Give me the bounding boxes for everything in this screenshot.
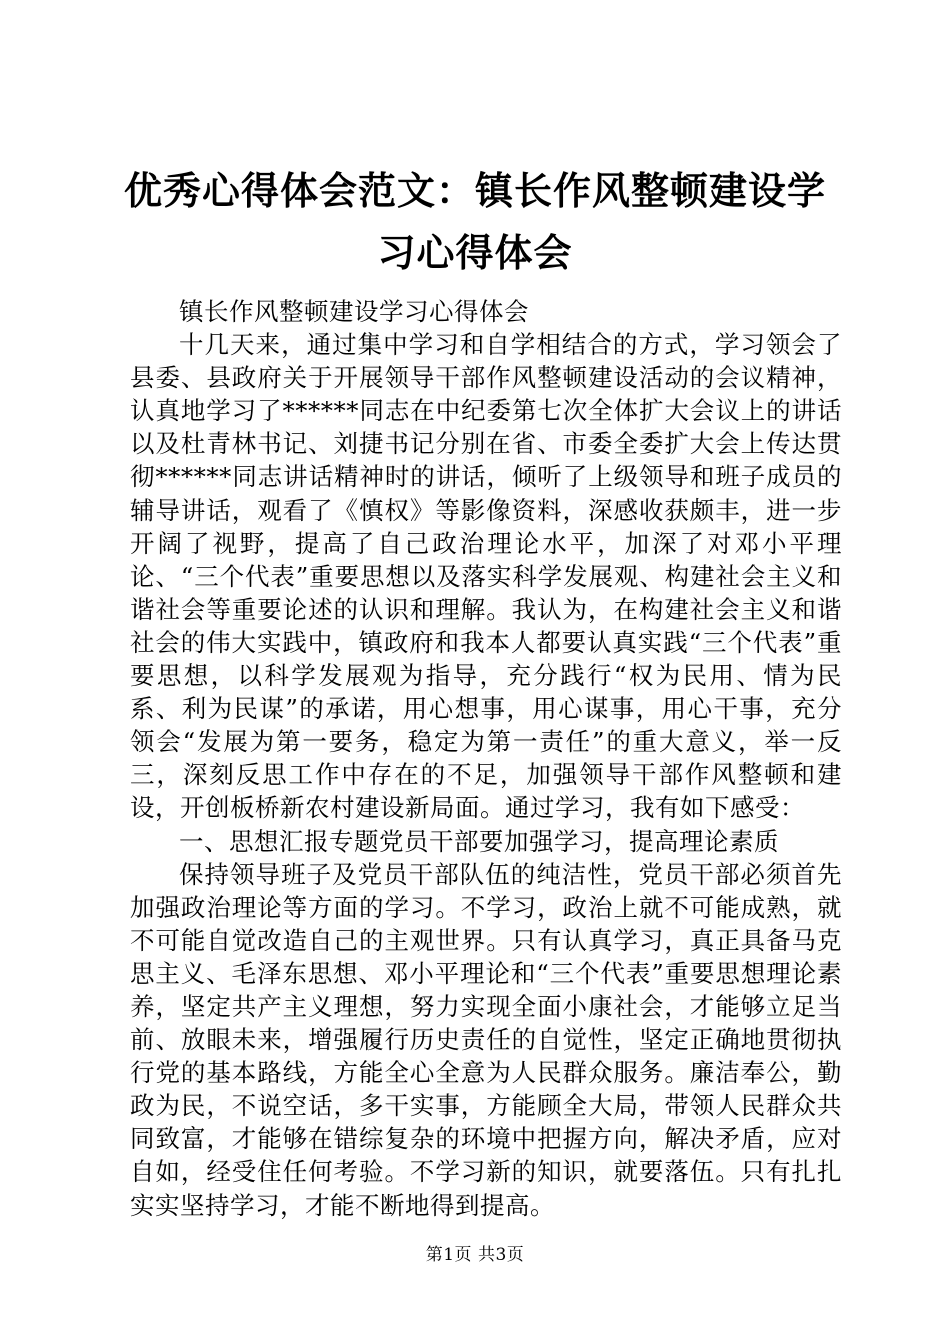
paragraph-subtitle: 镇长作风整顿建设学习心得体会 bbox=[179, 297, 529, 326]
document-body bbox=[130, 295, 842, 1222]
paragraph-section-1: 保持领导班子及党员干部队伍的纯洁性，党员干部必须首先加强政治理论等方面的学习。不学习，政治上就不可能成熟，就不可能自觉改造自己的主观世界。只有认真学习，真正具备马克思主义、毛泽东思想、邓小平理论和“三个代表”重要思想理论素养，坚定共产主义理想，努力实现全面小康社会，才能够立足当前、放眼未来，增强履行历史责任的自觉性，坚定正确地贯彻执行党的基本路线，方能全心全意为人民群众服务。廉洁奉公，勤政为民，不说空话，多干实事，方能顾全大局，带领人民群众共同致富，才能够在错综复杂的环境中把握方向，解决矛盾，应对自如，经受住任何考验。不学习新的知识，就要落伍。只有扎扎实实坚持学习，才能不断地得到提高。 bbox=[130, 859, 842, 1220]
section-heading-1: 一、思想汇报专题党员干部要加强学习，提高理论素质 bbox=[179, 826, 779, 856]
paragraph-intro: 十几天来，通过集中学习和自学相结合的方式，学习领会了县委、县政府关于开展领导干部作风整顿建设活动的会议精神，认真地学习了******同志在中纪委第七次全体扩大会议上的讲话以及杜青林书记、刘捷书记分别在省、市委全委扩大会上传达贯彻******同志讲话精神时的讲话，倾听了上级领导和班子成员的辅导讲话，观看了《慎权》等影像资料，深感收获颇丰，进一步开阔了视野，提高了自己政治理论水平，加深了对邓小平理论、“三个代表”重要思想以及落实科学发展观、构建社会主义和谐社会等重要论述的认识和理解。我认为，在构建社会主义和谐社会的伟大实践中，镇政府和我本人都要认真实践“三个代表”重要思想，以科学发展观为指导，充分践行“权为民用、情为民系、利为民谋”的承诺，用心想事，用心谋事，用心干事，充分领会“发展为第一要务，稳定为第一责任”的重大意义，举一反三，深刻反思工作中存在的不足，加强领导干部作风整顿和建设，开创板桥新农村建设新局面。通过学习，我有如下感受： bbox=[130, 330, 842, 823]
page-number-footer: 第1页 共3页 bbox=[425, 1245, 525, 1265]
document-title: 优秀心得体会范文：镇长作风整顿建设学习心得体会 bbox=[123, 168, 826, 275]
